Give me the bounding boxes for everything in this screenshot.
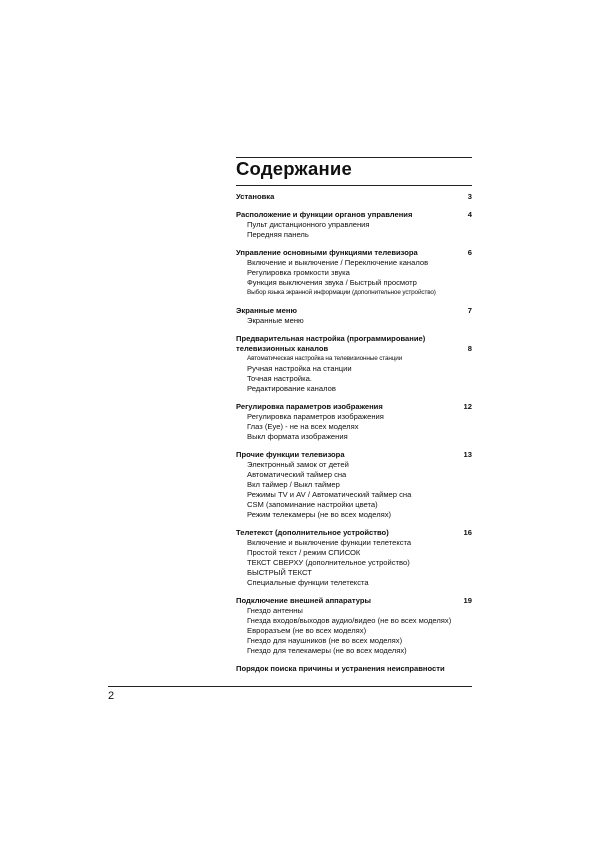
- toc-item: Гнездо для телекамеры (не во всех моделях): [247, 646, 407, 655]
- toc-section: [236, 248, 472, 298]
- toc-page-number: 4: [467, 210, 472, 219]
- toc-item: Регулировка громкости звука: [247, 268, 350, 277]
- page-title: Содержание: [236, 158, 352, 179]
- toc-heading-text: Прочие функции телевизора: [236, 450, 345, 459]
- toc-heading-text: Регулировка параметров изображения: [236, 402, 383, 411]
- toc-section: [236, 528, 472, 588]
- toc-item: Вкл таймер / Выкл таймер: [247, 480, 340, 489]
- toc-item: Передняя панель: [247, 230, 309, 239]
- toc-heading-text: Экранные меню: [236, 306, 297, 315]
- toc-section: [236, 192, 472, 202]
- toc-item: Гнездо для наушников (не во всех моделях): [247, 636, 403, 645]
- toc-item: БЫСТРЫЙ ТЕКСТ: [247, 568, 312, 577]
- toc-heading-text: Управление основными функциями телевизора: [236, 248, 418, 257]
- toc-heading: [236, 210, 472, 220]
- toc-heading-text: Предварительная настройка (программирование) телевизионных каналов: [236, 334, 426, 353]
- toc-item: Глаз (Eye) - не на всех моделях: [247, 422, 359, 431]
- toc-item: Включение и выключение / Переключение каналов: [247, 258, 429, 267]
- toc-heading: [236, 192, 472, 202]
- toc-page-number: 19: [463, 596, 472, 605]
- toc-heading: [236, 528, 472, 538]
- toc-section: [236, 664, 472, 674]
- table-of-contents: [236, 192, 472, 682]
- toc-item: Режим телекамеры (не во всех моделях): [247, 510, 392, 519]
- toc-heading: [236, 664, 472, 674]
- toc-heading: [236, 334, 472, 354]
- toc-item: Простой текст / режим СПИСОК: [247, 548, 361, 557]
- toc-item: Электронный замок от детей: [247, 460, 349, 469]
- toc-item: Выкл формата изображения: [247, 432, 348, 441]
- toc-item: Включение и выключение функции телетекста: [247, 538, 412, 547]
- toc-heading: [236, 402, 472, 412]
- bottom-rule: [108, 686, 472, 687]
- toc-item: Гнездо антенны: [247, 606, 303, 615]
- toc-heading-text: Установка: [236, 192, 275, 201]
- toc-heading: [236, 306, 472, 316]
- toc-page-number: 12: [463, 402, 472, 411]
- toc-item: Функция выключения звука / Быстрый просмотр: [247, 278, 417, 287]
- toc-section: [236, 450, 472, 520]
- toc-item: Редактирование каналов: [247, 384, 336, 393]
- toc-item: Евроразъем (не во всех моделях): [247, 626, 367, 635]
- toc-heading: [236, 450, 472, 460]
- toc-section: [236, 334, 472, 394]
- toc-item: CSM (запоминание настройки цвета): [247, 500, 378, 509]
- toc-page-number: 3: [467, 192, 472, 201]
- toc-section: [236, 402, 472, 442]
- toc-page-number: 6: [467, 248, 472, 257]
- toc-item: Регулировка параметров изображения: [247, 412, 384, 421]
- toc-heading-text: Расположение и функции органов управления: [236, 210, 413, 219]
- toc-item: Режимы TV и AV / Автоматический таймер сна: [247, 490, 412, 499]
- toc-section: [236, 306, 472, 326]
- toc-item: Гнезда входов/выходов аудио/видео (не во всех моделях): [247, 616, 452, 625]
- toc-item: Точная настройка.: [247, 374, 312, 383]
- toc-item: Автоматическая настройка на телевизионные станции: [247, 355, 403, 362]
- toc-heading-text: Подключение внешней аппаратуры: [236, 596, 371, 605]
- toc-item: Ручная настройка на станции: [247, 364, 352, 373]
- toc-item: Пульт дистанционного управления: [247, 220, 370, 229]
- toc-section: [236, 596, 472, 656]
- toc-item: Экранные меню: [247, 316, 304, 325]
- toc-page-number: 13: [463, 450, 472, 459]
- toc-item: Выбор языка экранной информации (дополнительное устройство): [247, 289, 436, 296]
- toc-heading-text: Порядок поиска причины и устранения неисправности: [236, 664, 445, 673]
- toc-item: Специальные функции телетекста: [247, 578, 369, 587]
- toc-page-number: 16: [463, 528, 472, 537]
- toc-page-number: 7: [467, 306, 472, 315]
- toc-heading: [236, 248, 472, 258]
- toc-item: Автоматический таймер сна: [247, 470, 347, 479]
- page-number: 2: [108, 690, 115, 702]
- toc-heading: [236, 596, 472, 606]
- title-underline: [236, 185, 472, 186]
- toc-section: [236, 210, 472, 240]
- toc-item: ТЕКСТ СВЕРХУ (дополнительное устройство): [247, 558, 410, 567]
- toc-page-number: 8: [467, 344, 472, 353]
- toc-heading-text: Телетекст (дополнительное устройство): [236, 528, 389, 537]
